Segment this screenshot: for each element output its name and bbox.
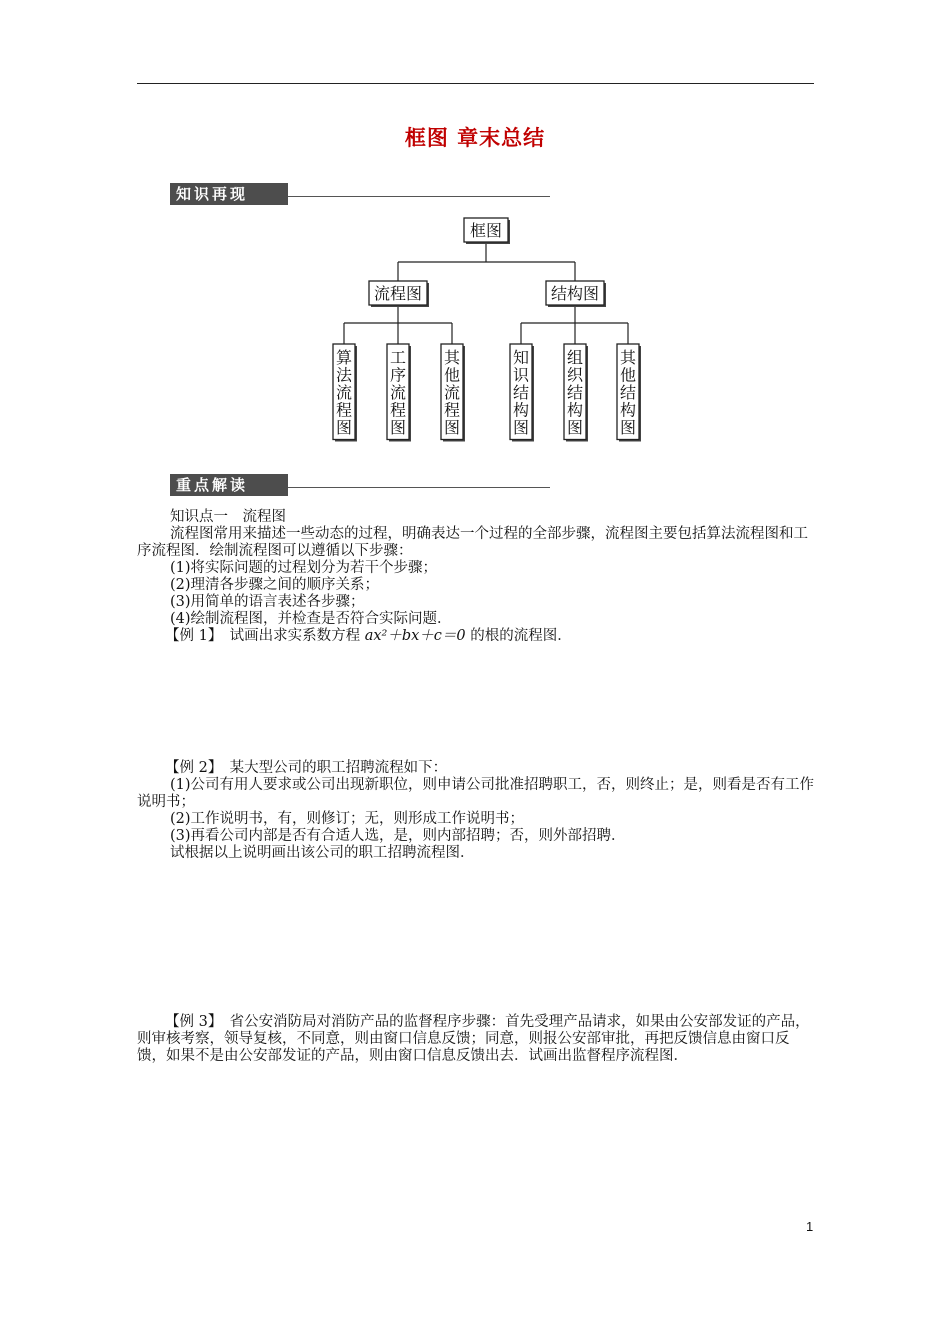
tree-root-node <box>464 218 510 244</box>
tree-leaf-node-label: 工序流程图 <box>389 348 407 437</box>
tree-leaf-node <box>387 344 411 442</box>
example-2-item: (1)公司有用人要求或公司出现新职位，则申请公司批准招聘职工，否，则终止；是，则看是否有工作说明书； <box>137 777 815 810</box>
bullet-dot-icon <box>534 480 544 490</box>
banner-line <box>288 487 550 488</box>
tree-leaf-node-label: 其他流程图 <box>443 348 461 437</box>
tree-leaf-node-label: 算法流程图 <box>335 348 353 437</box>
page-title: 框图 章末总结 <box>404 126 546 150</box>
tree-node-structure-label: 结构图 <box>550 284 600 303</box>
tree-leaf-node-label: 组织结构图 <box>566 348 584 437</box>
section-banner-key-points <box>170 474 550 496</box>
tree-leaf-node-label: 知识结构图 <box>512 348 530 437</box>
tree-leaf-node <box>333 344 357 442</box>
example-3-text: 【例 3】 省公安消防局对消防产品的监督程序步骤：首先受理产品请求，如果由公安部发证的产品，则审核考察，领导复核，不同意，则由窗口信息反馈；同意，则报公安部审批，再把反馈信息由窗口反馈，如果不是由公安部发证的产品，则由窗口信息反馈出去．试画出监督程序流程图． <box>137 1014 810 1064</box>
knowledge-point-1 <box>137 509 815 645</box>
example-3 <box>137 1014 815 1065</box>
kp1-step: (3)用简单的语言表述各步骤； <box>170 594 365 610</box>
example-2 <box>137 760 815 862</box>
tree-node-structure <box>546 281 606 307</box>
example-2-item: (3)再看公司内部是否有合适人选，是，则内部招聘；否，则外部招聘． <box>170 828 626 844</box>
structure-tree-diagram <box>0 0 950 460</box>
tree-node-flowchart <box>369 281 429 307</box>
tree-leaf-node-label: 其他结构图 <box>619 348 637 437</box>
example-2-lead: 【例 2】 某大型公司的职工招聘流程如下： <box>165 760 448 776</box>
section-label: 知识再现 <box>170 183 288 205</box>
tree-root-node-label: 框图 <box>469 221 503 240</box>
page-number: 1 <box>806 1219 814 1234</box>
kp1-heading: 知识点一 流程图 <box>170 509 286 525</box>
kp1-intro: 流程图常用来描述一些动态的过程，明确表达一个过程的全部步骤，流程图主要包括算法流程图和工序流程图．绘制流程图可以遵循以下步骤： <box>137 526 808 559</box>
tree-leaf-node <box>441 344 465 442</box>
example-2-closing: 试根据以上说明画出该公司的职工招聘流程图． <box>170 845 475 861</box>
tree-leaf-node <box>510 344 534 442</box>
tree-leaf-node <box>564 344 588 442</box>
kp1-step: (4)绘制流程图，并检查是否符合实际问题． <box>170 611 452 627</box>
example-1: 【例 1】 试画出求实系数方程 ax²＋bx＋c＝0 的根的流程图． <box>165 628 572 644</box>
tree-node-flowchart-label: 流程图 <box>373 284 423 303</box>
kp1-step: (2)理清各步骤之间的顺序关系； <box>170 577 380 593</box>
kp1-step: (1)将实际问题的过程划分为若干个步骤； <box>170 560 438 576</box>
section-label: 重点解读 <box>170 474 288 496</box>
example-2-item: (2)工作说明书，有，则修订；无，则形成工作说明书； <box>170 811 525 827</box>
tree-leaf-node <box>617 344 641 442</box>
